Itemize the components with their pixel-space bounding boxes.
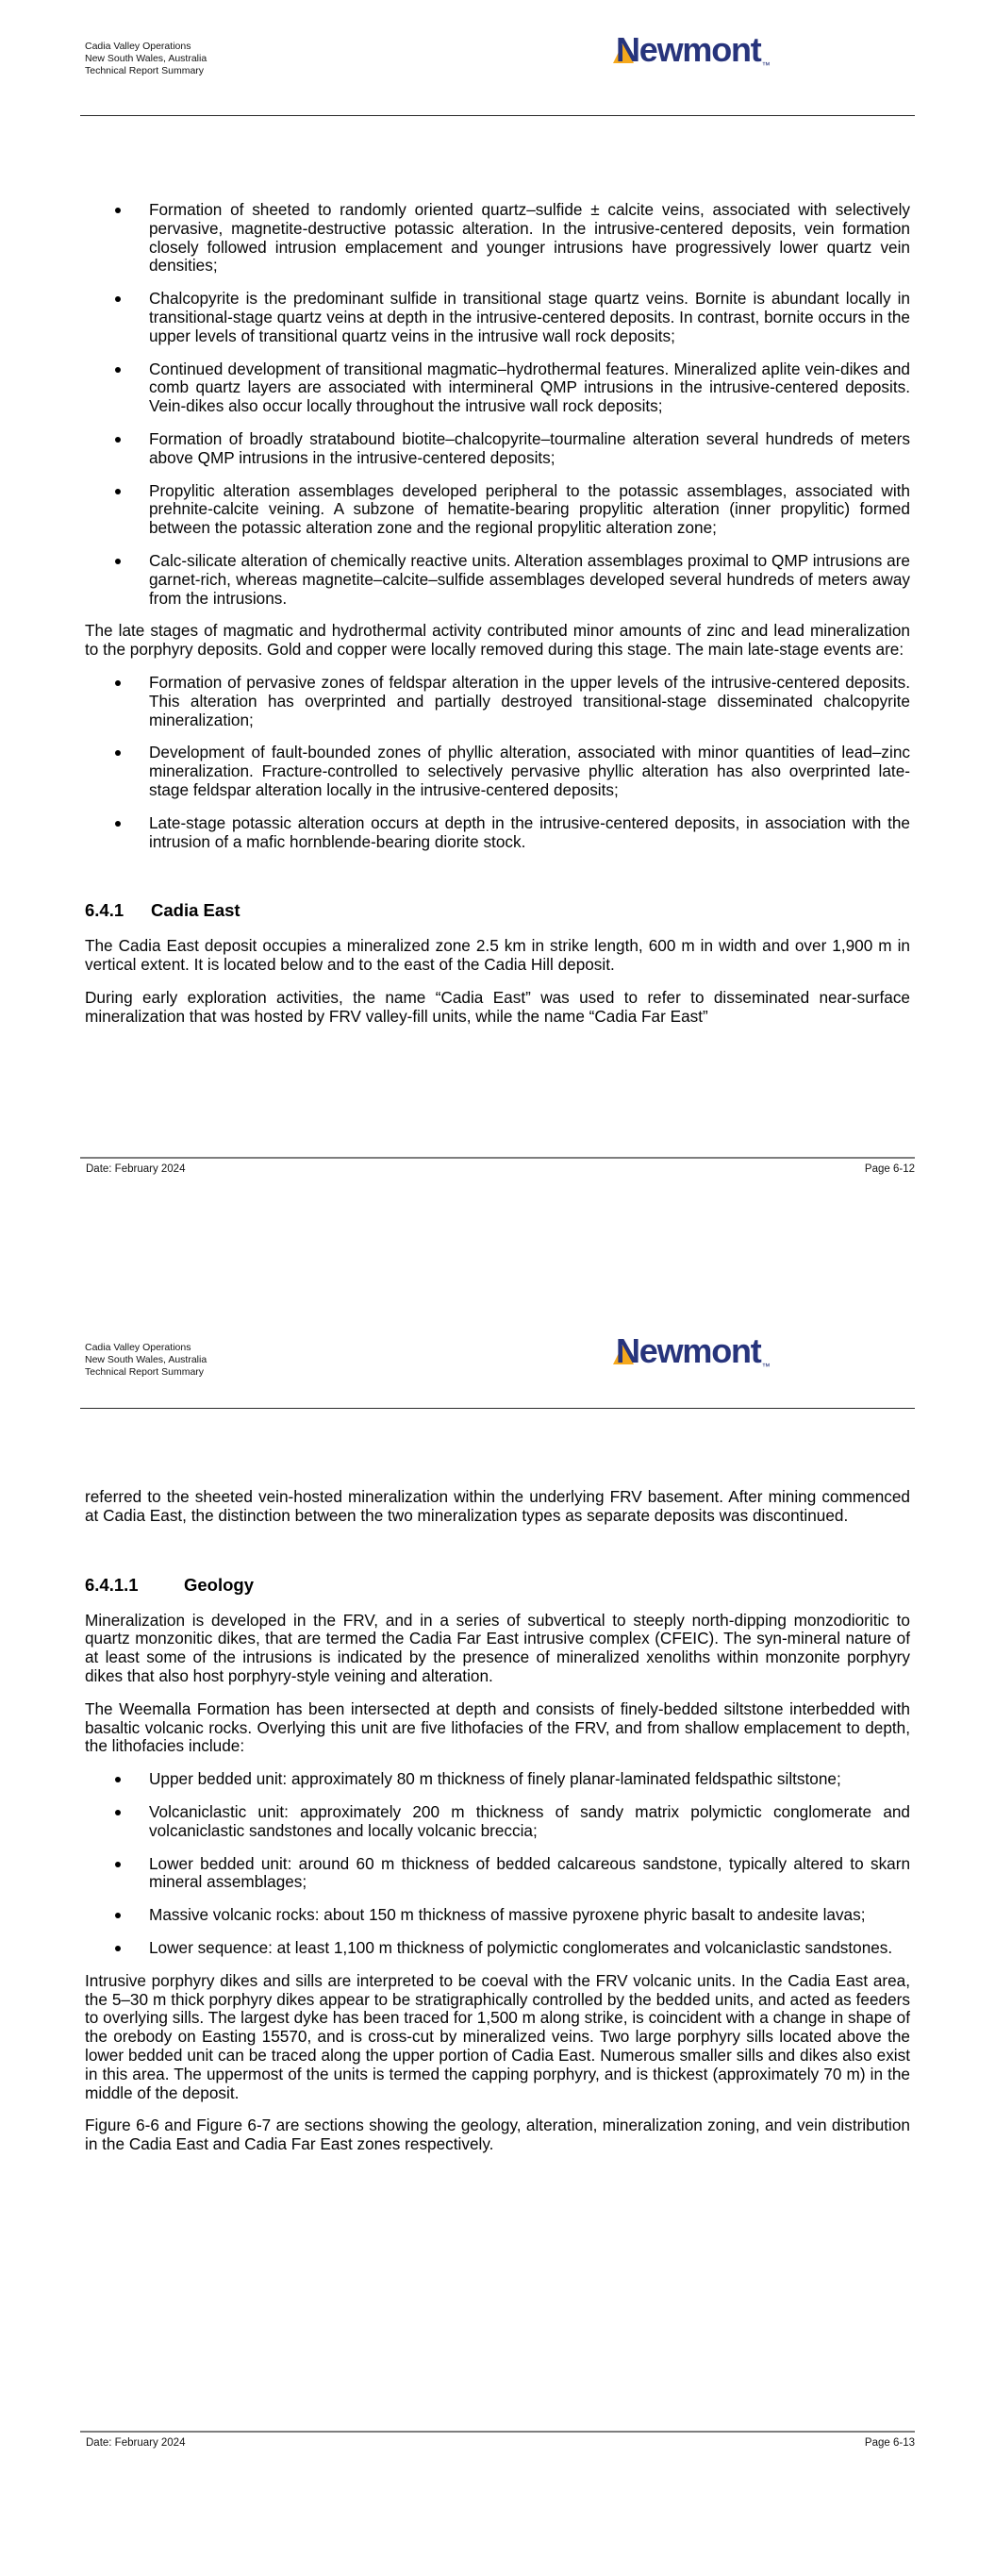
list-item [85,290,910,345]
footer-page-number: Page 6-12 [864,1163,915,1175]
list-item [85,482,910,538]
bullet-text: Lower sequence: at least 1,100 m thickness of polymictic conglomerates and volcaniclastic sandstones. [149,1937,893,1957]
paragraph: The Weemalla Formation has been intersected at depth and consists of finely-bedded siltstone interbedded with basaltic volcanic rocks. Overlying this unit are five lithofacies of the FRV, and from shallow emplacement to depth, the lithofacies include: [85,1698,910,1756]
bullet-text: Calc-silicate alteration of chemically reactive units. Alteration assemblages proximal to QMP intrusions are garnet-rich, whereas magnetite–calcite–sulfide assemblages developed several hundreds of meters away from the intrusions. [149,550,910,608]
bullet-text: Formation of sheeted to randomly oriented quartz–sulfide ± calcite veins, associated with selectively pervasive, magnetite-destructive potassic alteration. In the intrusive-centered deposits, vein formation closely followed intrusion emplacement and younger intrusions have progressively lower quartz vein densities; [149,200,910,276]
bullet-icon [115,296,121,302]
header-location: New South Wales, Australia [85,1354,207,1365]
page-header [85,1331,915,1398]
footer-page-number: Page 6-13 [864,2437,915,2449]
list-item [85,674,910,729]
trademark-symbol: ™ [761,1362,771,1371]
bullet-icon [115,1810,121,1815]
page-header [85,30,915,97]
bullet-text: Propylitic alteration assemblages developed peripheral to the potassic assemblages, associated with prehnite-calcite veining. A subzone of hematite-bearing propylitic alteration (inner propylitic) formed between the potassic alteration zone and the regional propylitic alteration zone; [149,480,910,538]
list-item [85,814,910,852]
newmont-logo [616,1331,771,1371]
bullet-icon [115,680,121,686]
bullet-text: Lower bedded unit: around 60 m thickness of bedded calcareous sandstone, typically altered to skarn mineral assemblages; [149,1853,910,1892]
section-title: Geology [184,1574,255,1595]
bullet-icon [115,1862,121,1867]
list-item [85,1770,910,1789]
header-text-block [85,1342,915,1379]
list-item [85,744,910,799]
list-item [85,360,910,416]
bullet-icon [115,1946,121,1951]
bullet-text: Chalcopyrite is the predominant sulfide in transitional stage quartz veins. Bornite is abundant locally in transitional-stage quartz veins at depth in the intrusive-centered deposits. In contrast, bornite occurs in the upper levels of transitional quartz veins in the intrusive wall rock deposits; [149,289,910,345]
bullet-text: Development of fault-bounded zones of phyllic alteration, associated with minor quantities of lead–zinc mineralization. Fracture-controlled to selectively pervasive phyllic alteration has also overprinted late-stage feldspar alteration locally in the intrusive-centered deposits; [149,743,910,799]
header-location: New South Wales, Australia [85,53,207,64]
page-6-13 [0,1288,995,2576]
paragraph: The late stages of magmatic and hydrothermal activity contributed minor amounts of zinc and lead mineralization to the porphyry deposits. Gold and copper were locally removed during this stage. The main late-stage events are: [85,621,910,660]
list-item [85,1855,910,1893]
bullet-icon [115,367,121,373]
page-footer [80,1157,915,1175]
bullet-text: Late-stage potassic alteration occurs at depth in the intrusive-centered deposits, in association with the intrusion of a mafic hornblende-bearing diorite stock. [149,812,910,851]
paragraph: The Cadia East deposit occupies a mineralized zone 2.5 km in strike length, 600 m in width and over 1,900 m in vertical extent. It is located below and to the east of the Cadia Hill deposit. [85,936,910,975]
bullet-icon [115,489,121,494]
bullet-text: Formation of broadly stratabound biotite–chalcopyrite–tourmaline alteration several hundreds of meters above QMP intrusions in the intrusive-centered deposits; [149,428,910,467]
list-item [85,552,910,608]
bullet-icon [115,208,121,213]
section-heading [85,1575,910,1596]
footer-date: Date: February 2024 [86,2437,186,2449]
bullet-text: Massive volcanic rocks: about 150 m thickness of massive pyroxene phyric basalt to andesite lavas; [149,1905,866,1925]
paragraph: Figure 6-6 and Figure 6-7 are sections showing the geology, alteration, mineralization zoning, and vein distribution in the Cadia East and Cadia Far East zones respectively. [85,2116,910,2154]
list-item [85,1803,910,1841]
page-body [85,201,910,1027]
newmont-logo [616,30,771,70]
newmont-logo-text: Newmont [616,30,761,69]
bullet-icon [115,559,121,564]
section-title: Cadia East [151,900,240,921]
list-item [85,201,910,276]
section-number: 6.4.1.1 [85,1574,139,1595]
bullet-icon [115,821,121,827]
section-number: 6.4.1 [85,900,124,921]
header-company: Cadia Valley Operations [85,41,191,52]
list-item [85,1939,910,1958]
bullet-text: Volcaniclastic unit: approximately 200 m thickness of sandy matrix polymictic conglomerate and volcaniclastic sandstones and locally volcanic breccia; [149,1801,910,1840]
newmont-logo-text: Newmont [616,1331,761,1370]
paragraph: referred to the sheeted vein-hosted mineralization within the underlying FRV basement. After mining commenced at Cadia East, the distinction between the two mineralization types as separate deposits was discontinued. [85,1487,910,1525]
bullet-icon [115,1913,121,1918]
header-rule [80,115,915,116]
bullet-icon [115,437,121,443]
bullet-text: Formation of pervasive zones of feldspar alteration in the upper levels of the intrusive-centered deposits. This alteration has overprinted and partially destroyed transitional-stage disseminated chalcopyrite mineralization; [149,672,910,729]
trademark-symbol: ™ [761,60,771,70]
page-footer [80,2431,915,2449]
list-item [85,1906,910,1925]
bullet-text: Continued development of transitional magmatic–hydrothermal features. Mineralized aplite vein-dikes and comb quartz layers are associated with intermineral QMP intrusions in the intrusive-centered deposits. Vein-dikes also occur locally throughout the intrusive wall rock deposits; [149,359,910,416]
section-heading [85,900,910,921]
list-item [85,430,910,468]
header-rule [80,1408,915,1409]
header-doc-type: Technical Report Summary [85,1366,205,1378]
paragraph: During early exploration activities, the name “Cadia East” was used to refer to disseminated near-surface mineralization that was hosted by FRV valley-fill units, while the name “Cadia Far East” [85,987,910,1026]
header-doc-type: Technical Report Summary [85,65,205,76]
bullet-icon [115,1777,121,1782]
paragraph: Intrusive porphyry dikes and sills are interpreted to be coeval with the FRV volcanic units. In the Cadia East area, the 5–30 m thick porphyry dikes appear to be stratigraphically controlled by the bedded units, and acted as feeders to overlying sills. The largest dyke has been traced for 1,500 m along strike, is coincident with a change in shape of the orebody on Easting 15570, and is cross-cut by mineralized veins. Two large porphyry sills located above the lower bedded unit can be traced along the upper portion of Cadia East. Numerous smaller sills and dikes also exist in this area. The uppermost of the units is termed the capping porphyry, and is thickest (approximately 70 m) in the middle of the deposit. [85,1970,910,2102]
header-text-block [85,41,915,77]
bullet-icon [115,750,121,756]
footer-date: Date: February 2024 [86,1163,186,1175]
paragraph: Mineralization is developed in the FRV, and in a series of subvertical to steeply north-dipping monzodioritic to quartz monzonitic dikes, that are termed the Cadia Far East intrusive complex (CFEIC). The syn-mineral nature of at least some of the intrusions is indicated by the presence of mineralized xenoliths within monzonite porphyry dikes that also host porphyry-style veining and alteration. [85,1610,910,1685]
bullet-text: Upper bedded unit: approximately 80 m thickness of finely planar-laminated feldspathic siltstone; [149,1769,841,1789]
header-company: Cadia Valley Operations [85,1342,191,1353]
page-body [85,1488,910,2154]
